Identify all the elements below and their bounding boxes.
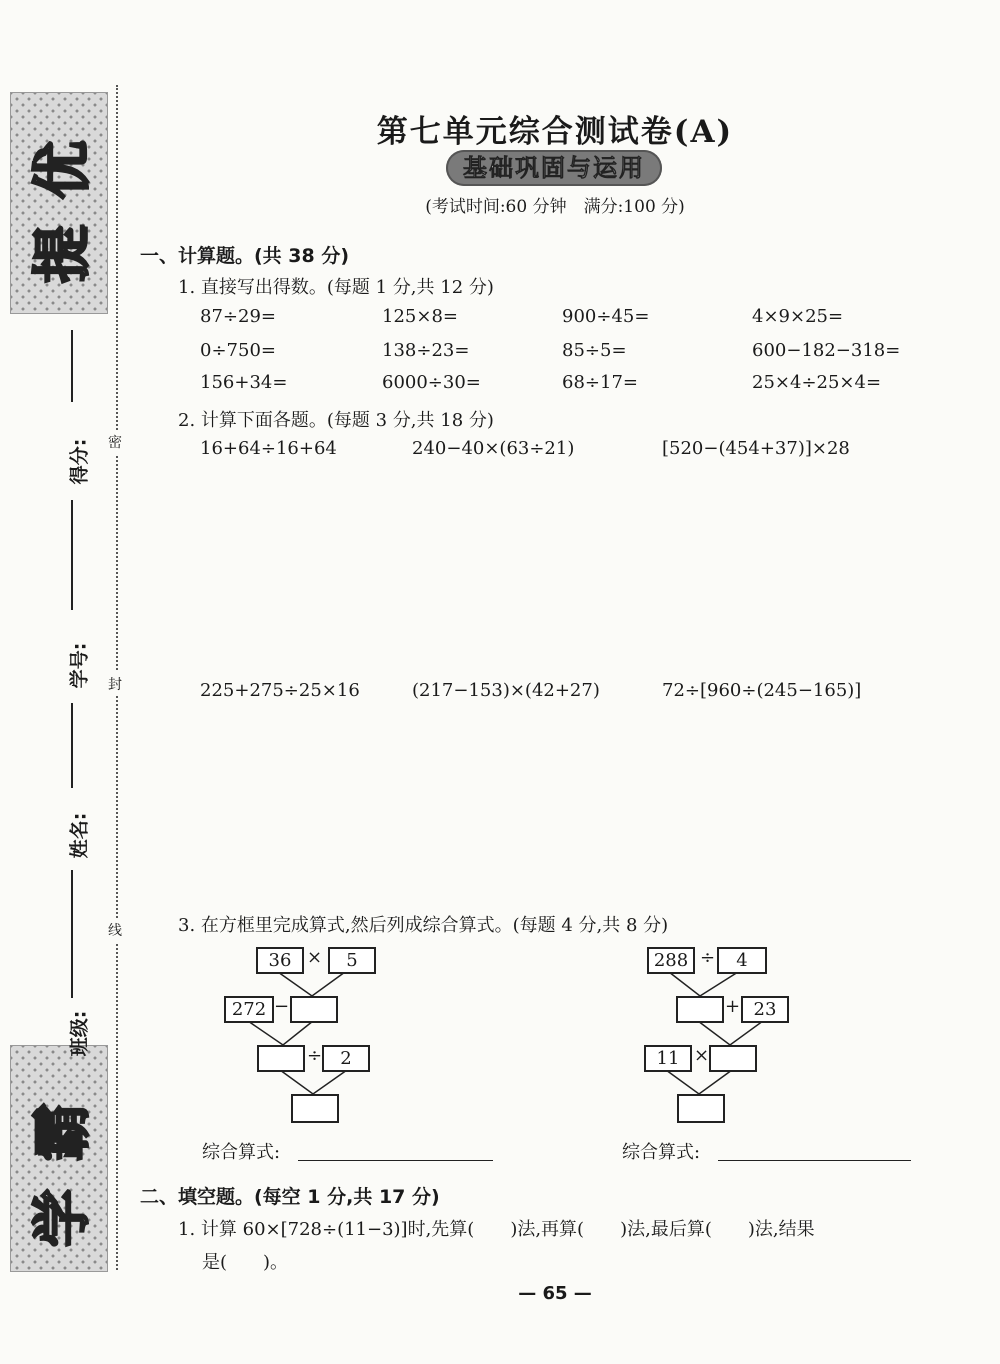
combined-answer-line-right[interactable] (718, 1160, 911, 1161)
calc-item: 4×9×25= (752, 306, 844, 327)
combined-label-left: 综合算式: (202, 1142, 281, 1163)
combined-answer-line-left[interactable] (298, 1160, 493, 1161)
q3-label: 3. 在方框里完成算式,然后列成综合算式。(每题 4 分,共 8 分) (178, 915, 669, 936)
brand-char-3: 学 (28, 1189, 96, 1248)
q2-label: 2. 计算下面各题。(每题 3 分,共 18 分) (178, 410, 494, 431)
tree-right-op1: ÷ (700, 947, 716, 968)
calc-item: 125×8= (382, 306, 458, 327)
tree-right-box-a: 288 (647, 947, 695, 974)
combined-label-right: 综合算式: (622, 1142, 701, 1163)
tree-right-box-b: 4 (717, 947, 767, 974)
tree-left-box-a: 36 (256, 947, 304, 974)
tree-right-box-d: 11 (644, 1045, 692, 1072)
section1-heading: 一、计算题。(共 38 分) (140, 245, 350, 267)
expression-item: [520−(454+37)]×28 (662, 438, 850, 459)
tree-left-box-b: 5 (328, 947, 376, 974)
q1-label: 1. 直接写出得数。(每题 1 分,共 12 分) (178, 277, 494, 298)
expression-item: (217−153)×(42+27) (412, 680, 600, 701)
expression-item: 16+64÷16+64 (200, 438, 337, 459)
tree-right-result-blank[interactable] (677, 1094, 725, 1123)
tree-right-blank-2[interactable] (709, 1045, 757, 1072)
tree-right-op3: × (694, 1045, 710, 1066)
calc-item: 0÷750= (200, 340, 276, 361)
brand-char-2: 优 (28, 141, 96, 200)
page-title: 第七单元综合测试卷(A) (376, 114, 734, 150)
calc-item: 6000÷30= (382, 372, 481, 393)
name-label: 姓名: (68, 812, 91, 859)
subtitle-text: 基础巩固与运用 (463, 154, 645, 182)
fill-q1-line2: 是( )。 (202, 1252, 289, 1273)
tree-right-op2: + (725, 996, 741, 1017)
calc-item: 900÷45= (562, 306, 650, 327)
calc-item: 600−182−318= (752, 340, 901, 361)
calc-item: 85÷5= (562, 340, 627, 361)
exam-info: (考试时间:60 分钟 满分:100 分) (425, 197, 685, 217)
calc-item: 156+34= (200, 372, 288, 393)
expression-item: 240−40×(63÷21) (412, 438, 575, 459)
brand-char-4: 霸 (28, 1103, 96, 1162)
brand-char-1: 提 (28, 225, 96, 284)
score-label: 得分: (68, 438, 91, 485)
tree-right-box-c: 23 (741, 996, 789, 1023)
seal-char-feng: 封 (108, 672, 122, 696)
class-label: 班级: (68, 1010, 91, 1057)
section2-heading: 二、填空题。(每空 1 分,共 17 分) (140, 1186, 440, 1208)
tree-left-result-blank[interactable] (291, 1094, 339, 1123)
expression-item: 72÷[960÷(245−165)] (662, 680, 862, 701)
tree-right-blank-1[interactable] (676, 996, 724, 1023)
tree-left-op2: − (274, 996, 290, 1017)
calc-item: 138÷23= (382, 340, 470, 361)
fill-q1-line1: 1. 计算 60×[728÷(11−3)]时,先算( )法,再算( )法,最后算( )法,结果 (178, 1219, 815, 1240)
expression-item: 225+275÷25×16 (200, 680, 360, 701)
seal-char-xian: 线 (108, 918, 122, 942)
tree-left-op1: × (307, 947, 323, 968)
student-id-label: 学号: (68, 642, 91, 689)
tree-left-box-d: 2 (322, 1045, 370, 1072)
calc-item: 68÷17= (562, 372, 638, 393)
tree-left-blank-1[interactable] (290, 996, 338, 1023)
seal-char-mi: 密 (108, 430, 122, 454)
calc-item: 87÷29= (200, 306, 276, 327)
page-number: — 65 — (518, 1283, 592, 1304)
tree-left-blank-2[interactable] (257, 1045, 305, 1072)
calc-item: 25×4÷25×4= (752, 372, 882, 393)
tree-left-op3: ÷ (307, 1045, 323, 1066)
tree-left-box-c: 272 (224, 996, 274, 1023)
